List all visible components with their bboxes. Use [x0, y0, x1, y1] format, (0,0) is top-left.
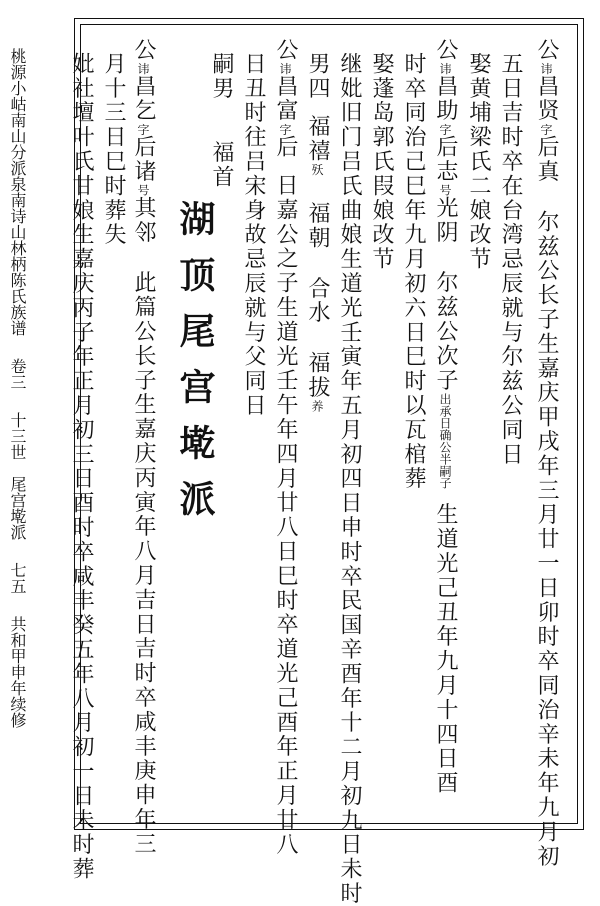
text-column	[100, 38, 126, 247]
column-text: 其邻	[131, 196, 156, 245]
column-text: 五日吉时卒在台湾忌辰就与尔兹公同日	[498, 52, 523, 467]
column-text: 继妣旧门吕氏曲娘生道光壬寅年五月初四日申时卒民国辛酉年十二月初九日未时	[337, 52, 362, 906]
text-column	[208, 38, 234, 190]
annotation-text: 讳	[539, 62, 553, 75]
annotation-text: 字	[136, 123, 150, 136]
column-text: 后	[273, 135, 298, 160]
text-column	[368, 38, 394, 272]
column-text: 娶黄埔梁氏二娘改节	[466, 52, 491, 272]
column-text: 娶蓬岛郭氏叚娘改节	[369, 52, 394, 272]
text-column	[336, 38, 362, 906]
annotation-text: 讳	[438, 62, 452, 75]
column-text: 此篇公长子生嘉庆丙寅年八月吉日吉时卒咸丰庚申年三	[131, 270, 156, 857]
annotation-text: 出承日确公半嗣子	[438, 392, 452, 489]
text-column	[272, 38, 298, 857]
column-text: 公	[534, 38, 559, 63]
column-text: 昌乞	[131, 74, 156, 124]
annotation-text: 讳	[136, 62, 150, 75]
text-column	[432, 38, 458, 796]
text-column	[304, 38, 330, 412]
column-text: 后诸	[131, 135, 156, 185]
column-text: 生道光己丑年九月十四日酉	[433, 502, 458, 796]
column-text: 妣社壇叶氏甘娘生嘉庆丙子年正月初三日酉时卒咸丰癸五年八月初一日未时葬	[69, 52, 94, 882]
section-title: 湖顶尾宫墘派	[174, 200, 215, 536]
annotation-text: 字	[539, 123, 553, 136]
column-text: 公	[273, 38, 298, 63]
column-text: 昌助	[433, 74, 458, 124]
annotation-text: 字	[438, 123, 452, 136]
column-text: 合水	[305, 276, 330, 326]
column-text: 时卒同治己巳年九月初六日巳时以瓦棺葬	[401, 52, 426, 492]
text-column	[68, 38, 94, 882]
column-text: 尔兹公长子生嘉庆甲戌年三月廿一日卯时卒同治辛未年九月初	[534, 210, 559, 869]
column-text: 昌富	[273, 74, 298, 124]
generation-section: 十三世 尾宫墘派	[8, 412, 27, 540]
text-column	[497, 38, 523, 467]
column-text: 公	[433, 38, 458, 63]
edition-label: 共和甲申年续修	[8, 616, 27, 728]
page-number: 七五	[8, 562, 27, 594]
text-column	[533, 38, 559, 869]
column-text: 福禧	[305, 114, 330, 164]
column-text: 尔兹公次子	[433, 270, 458, 393]
column-text: 公	[131, 38, 156, 63]
margin-header	[4, 48, 30, 728]
annotation-text: 字	[278, 123, 292, 136]
annotation-text: 养	[310, 400, 324, 413]
column-text: 日嘉公之子生道光壬午年四月廿八日巳时卒道光己酉年正月廿八	[273, 173, 298, 857]
volume-label: 卷三	[8, 358, 27, 390]
annotation-text: 讳	[278, 62, 292, 75]
book-title: 桃源小岵南山分派泉南诗山林柄陈氏族谱	[8, 48, 27, 336]
annotation-text: 殀	[310, 163, 324, 176]
column-text: 光阴	[433, 196, 458, 245]
column-text: 后真	[534, 135, 559, 185]
annotation-text: 号	[438, 184, 452, 197]
column-text: 昌贤	[534, 74, 559, 124]
text-column	[465, 38, 491, 272]
text-column	[400, 38, 426, 491]
column-text: 福朝	[305, 201, 330, 251]
column-text: 福首	[209, 140, 234, 190]
column-text: 福拔	[305, 351, 330, 401]
column-text: 月十三日巳时葬失	[101, 52, 126, 248]
text-column	[130, 38, 156, 856]
column-text: 嗣男	[209, 52, 234, 101]
column-text: 日丑时往吕宋身故忌辰就与父同日	[241, 52, 266, 418]
column-text: 后志	[433, 135, 458, 185]
annotation-text: 号	[136, 184, 150, 197]
column-text: 男四	[305, 52, 330, 101]
text-column	[240, 38, 266, 418]
